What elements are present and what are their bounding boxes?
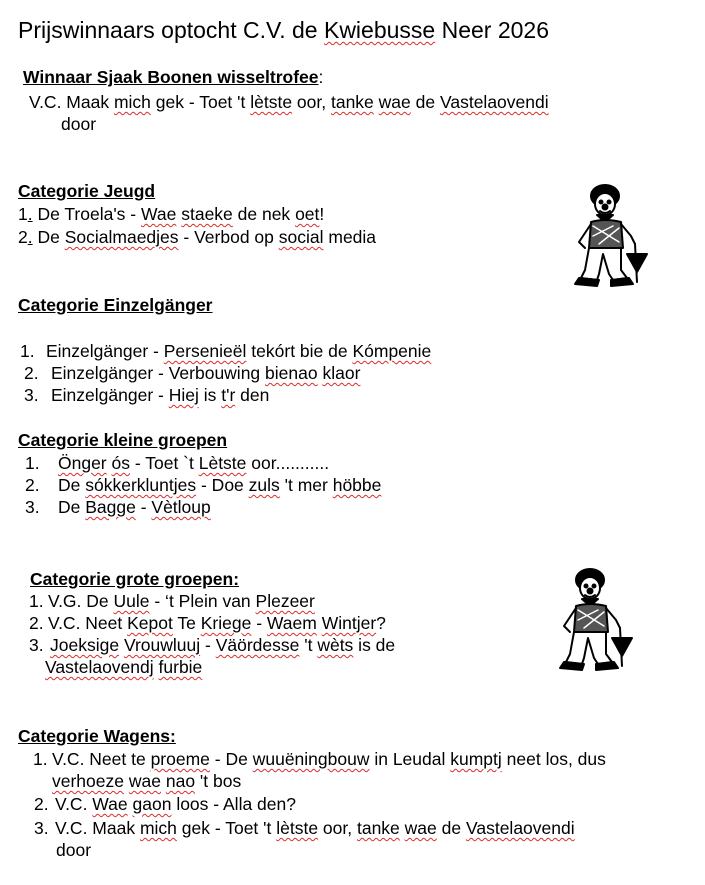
section-heading-kleine-groepen: Categorie kleine groepen	[18, 430, 228, 450]
list-item: 2. De sókkerkluntjes - Doe zuls 't mer höbbe	[25, 475, 382, 495]
list-item: 1. Einzelgänger - Persenieël tekórt bie de Kómpenie	[20, 341, 432, 361]
section-heading-jeugd: Categorie Jeugd	[18, 181, 156, 201]
list-item: 3. De Bagge - Vètloup	[25, 497, 211, 517]
list-item-line2: verhoeze wae nao 't bos	[52, 771, 242, 791]
winner-entry-line2: door	[61, 114, 97, 134]
clown-figure-icon	[563, 182, 663, 292]
section-heading-wagens: Categorie Wagens:	[18, 726, 176, 746]
list-item-line2: Vastelaovendj furbie	[45, 657, 203, 677]
list-item: 3. Einzelgänger - Hiej is t'r den	[24, 385, 270, 405]
list-item: 1. Önger ós - Toet `t Lètste oor...........	[25, 453, 330, 473]
section-heading-einzelganger: Categorie Einzelgänger	[18, 295, 213, 315]
list-item: 3. Joeksige Vrouwluuj - Väördesse 't wèts is de	[29, 635, 396, 655]
list-item: 2. Einzelgänger - Verbouwing bienao klaor	[24, 363, 361, 383]
list-item: 1. V.C. Neet te proeme - De wuuëningbouw in Leudal kumptj neet los, dus	[33, 749, 606, 769]
list-item: 3. V.C. Maak mich gek - Toet 't lètste oor, tanke wae de Vastelaovendi	[34, 818, 575, 838]
page-title: Prijswinnaars optocht C.V. de Kwiebusse Neer 2026	[18, 17, 550, 43]
list-item: 2. De Socialmaedjes - Verbod op social media	[18, 227, 377, 247]
clown-figure-icon	[548, 566, 648, 676]
list-item: 1. V.G. De Uule - ‘t Plein van Plezeer	[29, 591, 315, 611]
list-item-line2: door	[56, 840, 92, 860]
winner-entry: V.C. Maak mich gek - Toet 't lètste oor, tanke wae de Vastelaovendi	[29, 92, 549, 112]
list-item: 2. V.C. Wae gaon loos - Alla den?	[34, 794, 296, 814]
list-item: 1. De Troela's - Wae staeke de nek oet!	[18, 204, 325, 224]
list-item: 2. V.C. Neet Kepot Te Kriege - Waem Wintjer?	[29, 613, 386, 633]
winner-heading: Winnaar Sjaak Boonen wisseltrofee:	[23, 67, 324, 87]
section-heading-grote-groepen: Categorie grote groepen:	[30, 569, 240, 589]
